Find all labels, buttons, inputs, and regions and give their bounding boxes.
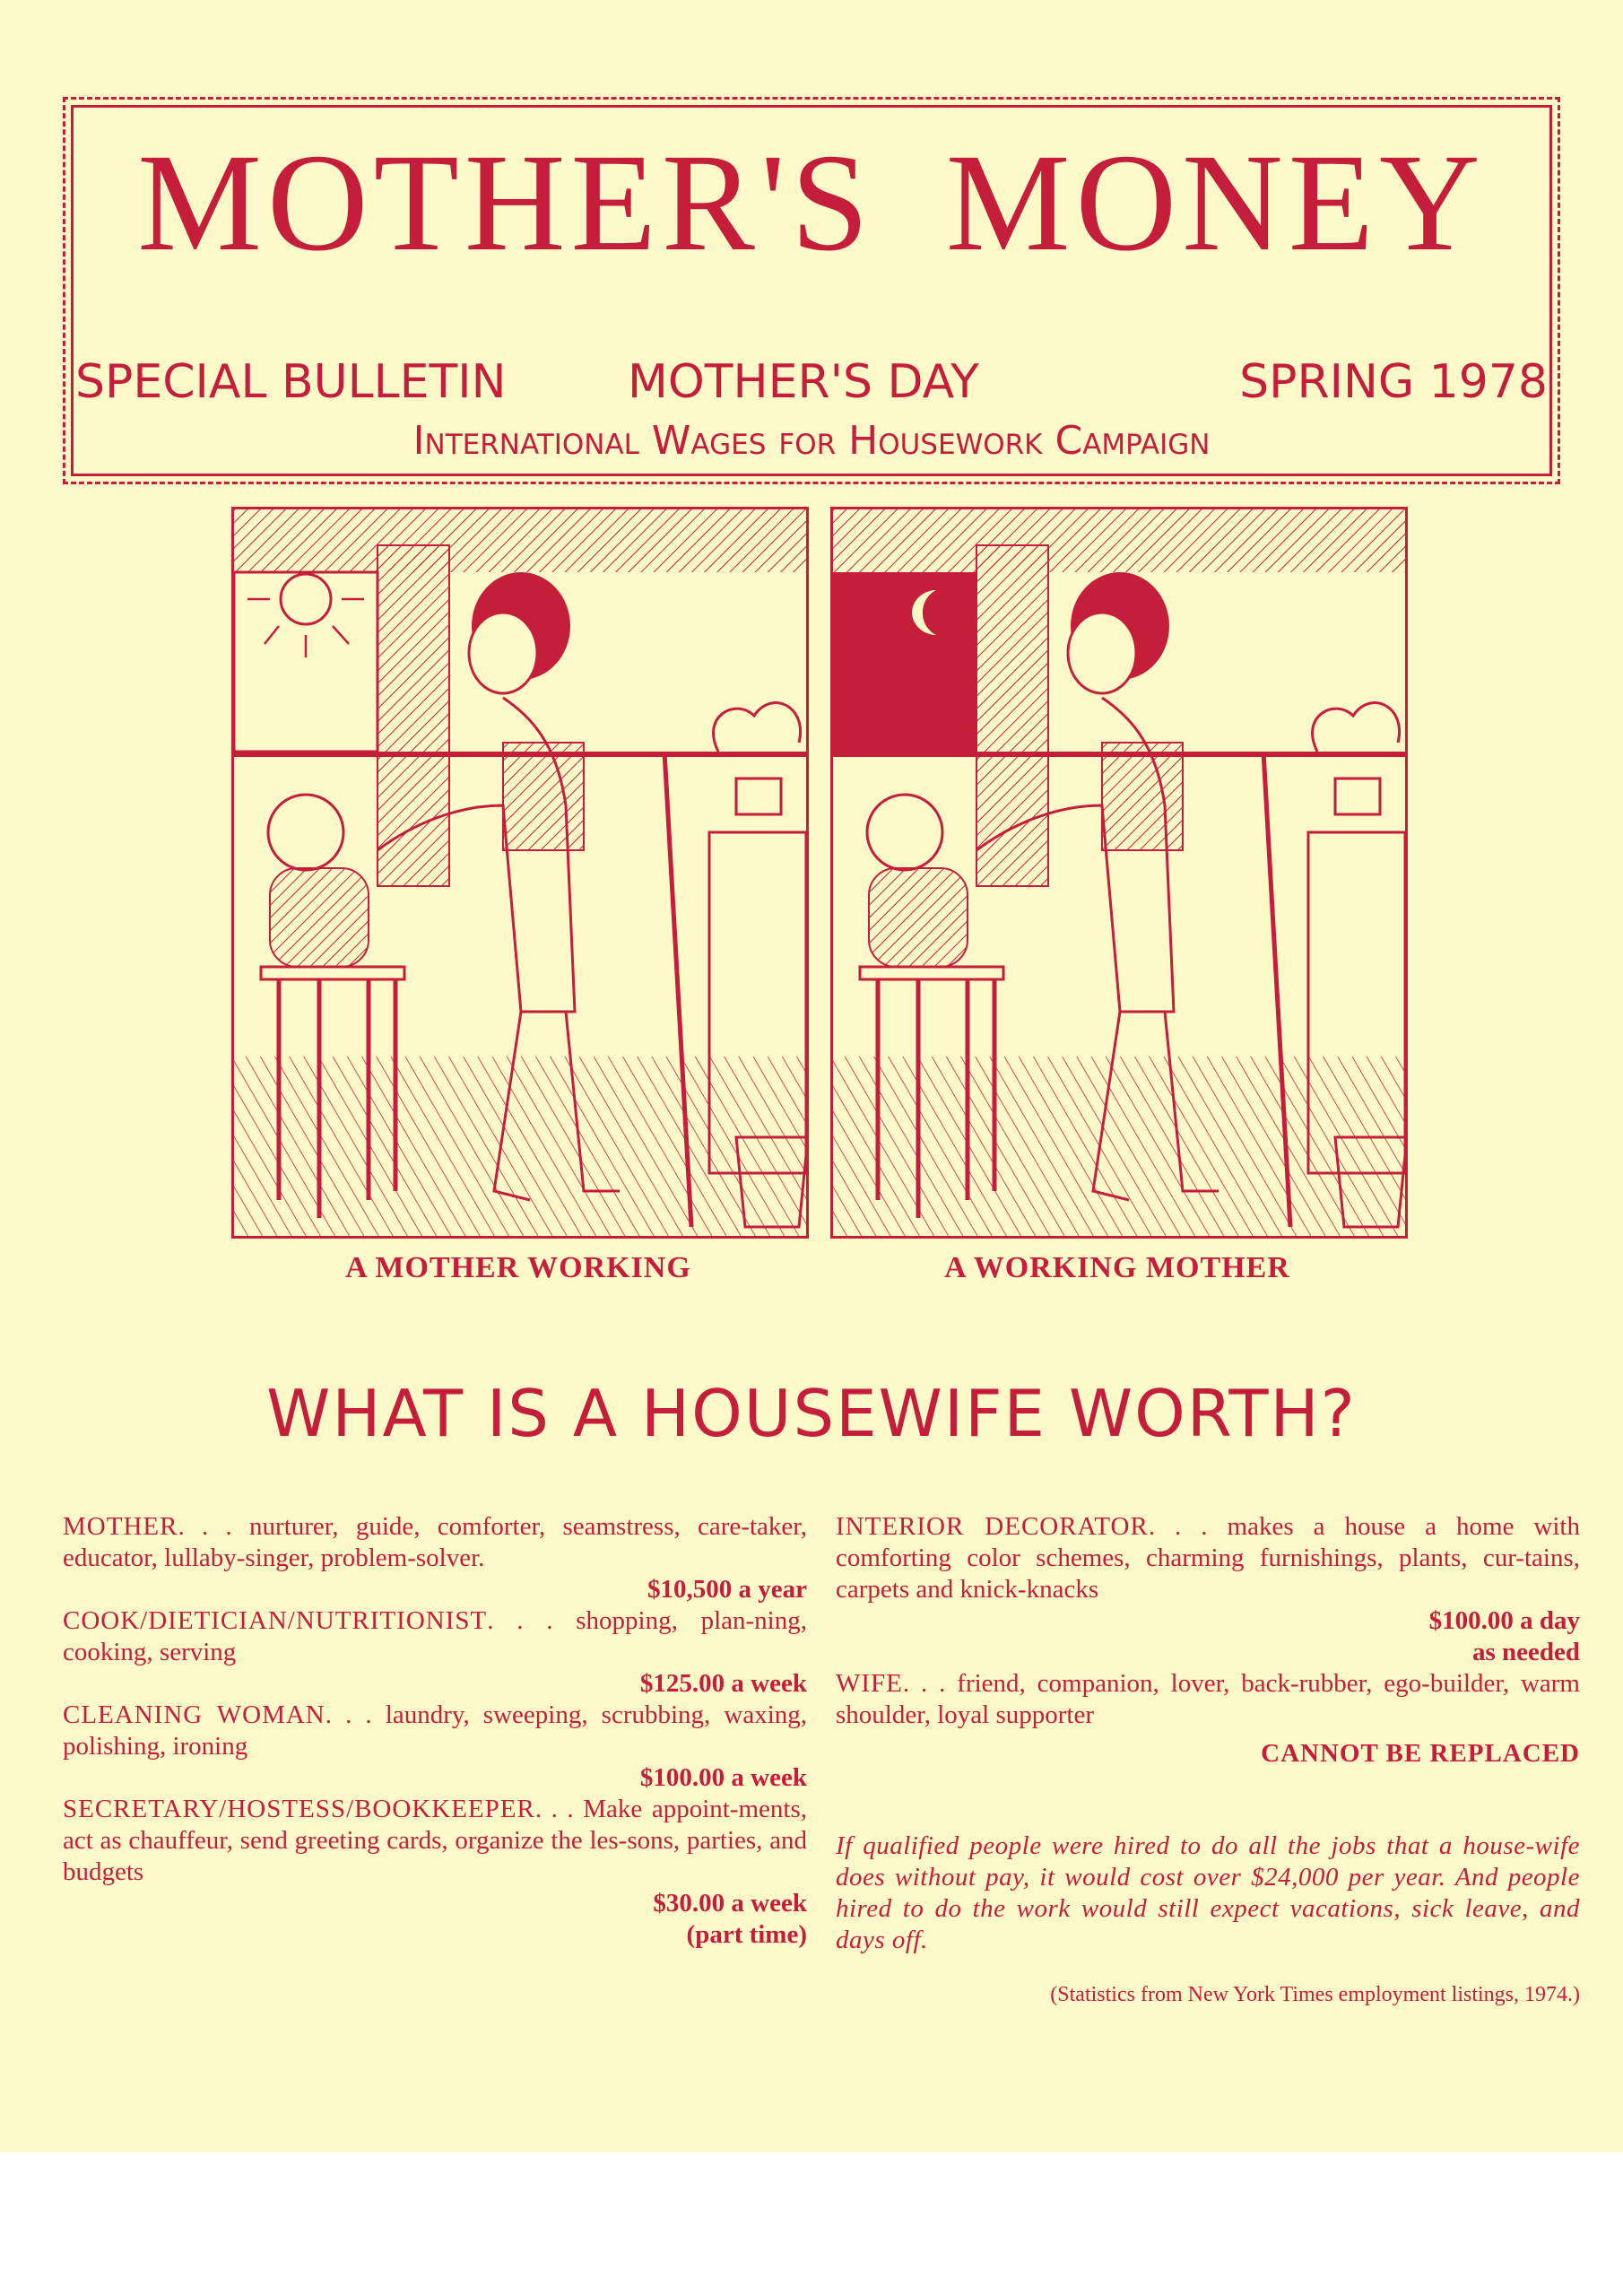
job-description [63,1700,807,1762]
illustration-mother-working [231,507,809,1239]
job-title: WIFE [836,1669,903,1698]
campaign-name: International Wages for Housework Campaign [412,418,1211,464]
ellipsis: . . . [325,1700,386,1729]
ellipsis: . . . [487,1606,577,1635]
job-pay: $125.00 a week [639,1669,807,1698]
kitchen-day-illustration [234,509,806,1236]
kitchen-night-illustration [833,509,1405,1236]
job-entry [836,1511,1580,1668]
special-bulletin-label: SPECIAL BULLETIN [75,355,507,409]
job-pay: $100.00 a day [1428,1606,1580,1635]
job-duties: laundry, sweeping, scrubbing, waxing, polishing, ironing [63,1700,807,1761]
ellipsis: . . . [902,1669,958,1698]
job-pay-detail: as needed [1471,1638,1580,1666]
jobs-column-right [836,1511,1580,2011]
ellipsis: . . . [1148,1512,1228,1541]
job-title: CLEANING WOMAN [63,1700,325,1729]
masthead [63,97,1560,484]
job-title: MOTHER [63,1512,178,1541]
job-pay: $10,500 a year [647,1575,807,1604]
mothers-day-label: MOTHER'S DAY [628,355,979,409]
sun-icon [281,574,331,624]
job-duties: Make appoint-ments, act as chauffeur, send greeting cards, organize the les-sons, parties, and budgets [63,1795,808,1886]
title-word-mothers: MOTHER'S [137,125,874,280]
job-entry [836,1668,1580,1770]
ellipsis: . . . [178,1512,250,1541]
job-description [63,1511,807,1574]
job-title: SECRETARY/HOSTESS/BOOKKEEPER [63,1795,535,1823]
title-word-money: MONEY [945,125,1486,280]
job-description [836,1511,1580,1605]
job-duties: shopping, plan-ning, cooking, serving [63,1606,807,1666]
job-description [63,1605,807,1668]
job-pay: $30.00 a week [653,1889,807,1918]
ellipsis: . . . [534,1795,584,1823]
job-pay: $100.00 a week [639,1763,807,1792]
job-entry [63,1511,807,1605]
page-title [63,125,1560,280]
job-title: COOK/DIETICIAN/NUTRITIONIST [63,1606,488,1635]
job-entry [63,1605,807,1700]
job-entry [63,1700,807,1794]
caption-working-mother: A WORKING MOTHER [944,1251,1290,1284]
job-duties: nurturer, guide, comforter, seamstress, care-taker, educator, lullaby-singer, problem-solver. [63,1512,808,1572]
illustration-working-mother [830,507,1408,1239]
source-citation: (Statistics from New York Times employment listings, 1974.) [1050,1983,1580,2006]
job-title: INTERIOR DECORATOR [836,1512,1149,1541]
caption-mother-working: A MOTHER WORKING [345,1251,691,1284]
job-duties: friend, companion, lover, back-rubber, ego-builder, warm shoulder, loyal supporter [836,1669,1580,1729]
job-pay-detail: (part time) [686,1920,807,1949]
job-description [63,1794,807,1888]
jobs-column-left [63,1511,807,1951]
season-label: SPRING 1978 [1239,355,1548,409]
headline: WHAT IS A HOUSEWIFE WORTH? [266,1376,1357,1451]
job-description [836,1668,1580,1731]
cost-note: If qualified people were hired to do all the jobs that a house-wife does without pay, it would cost over $24,000 per year. And people hired to do the work would still expect vacations, sick leave, and days off. [836,1831,1580,1954]
job-pay: CANNOT BE REPLACED [1261,1739,1580,1768]
job-entry [63,1794,807,1951]
job-duties: makes a house a home with comforting color schemes, charming furnishings, plants, cur-tains, carpets and knick-knacks [836,1512,1580,1604]
